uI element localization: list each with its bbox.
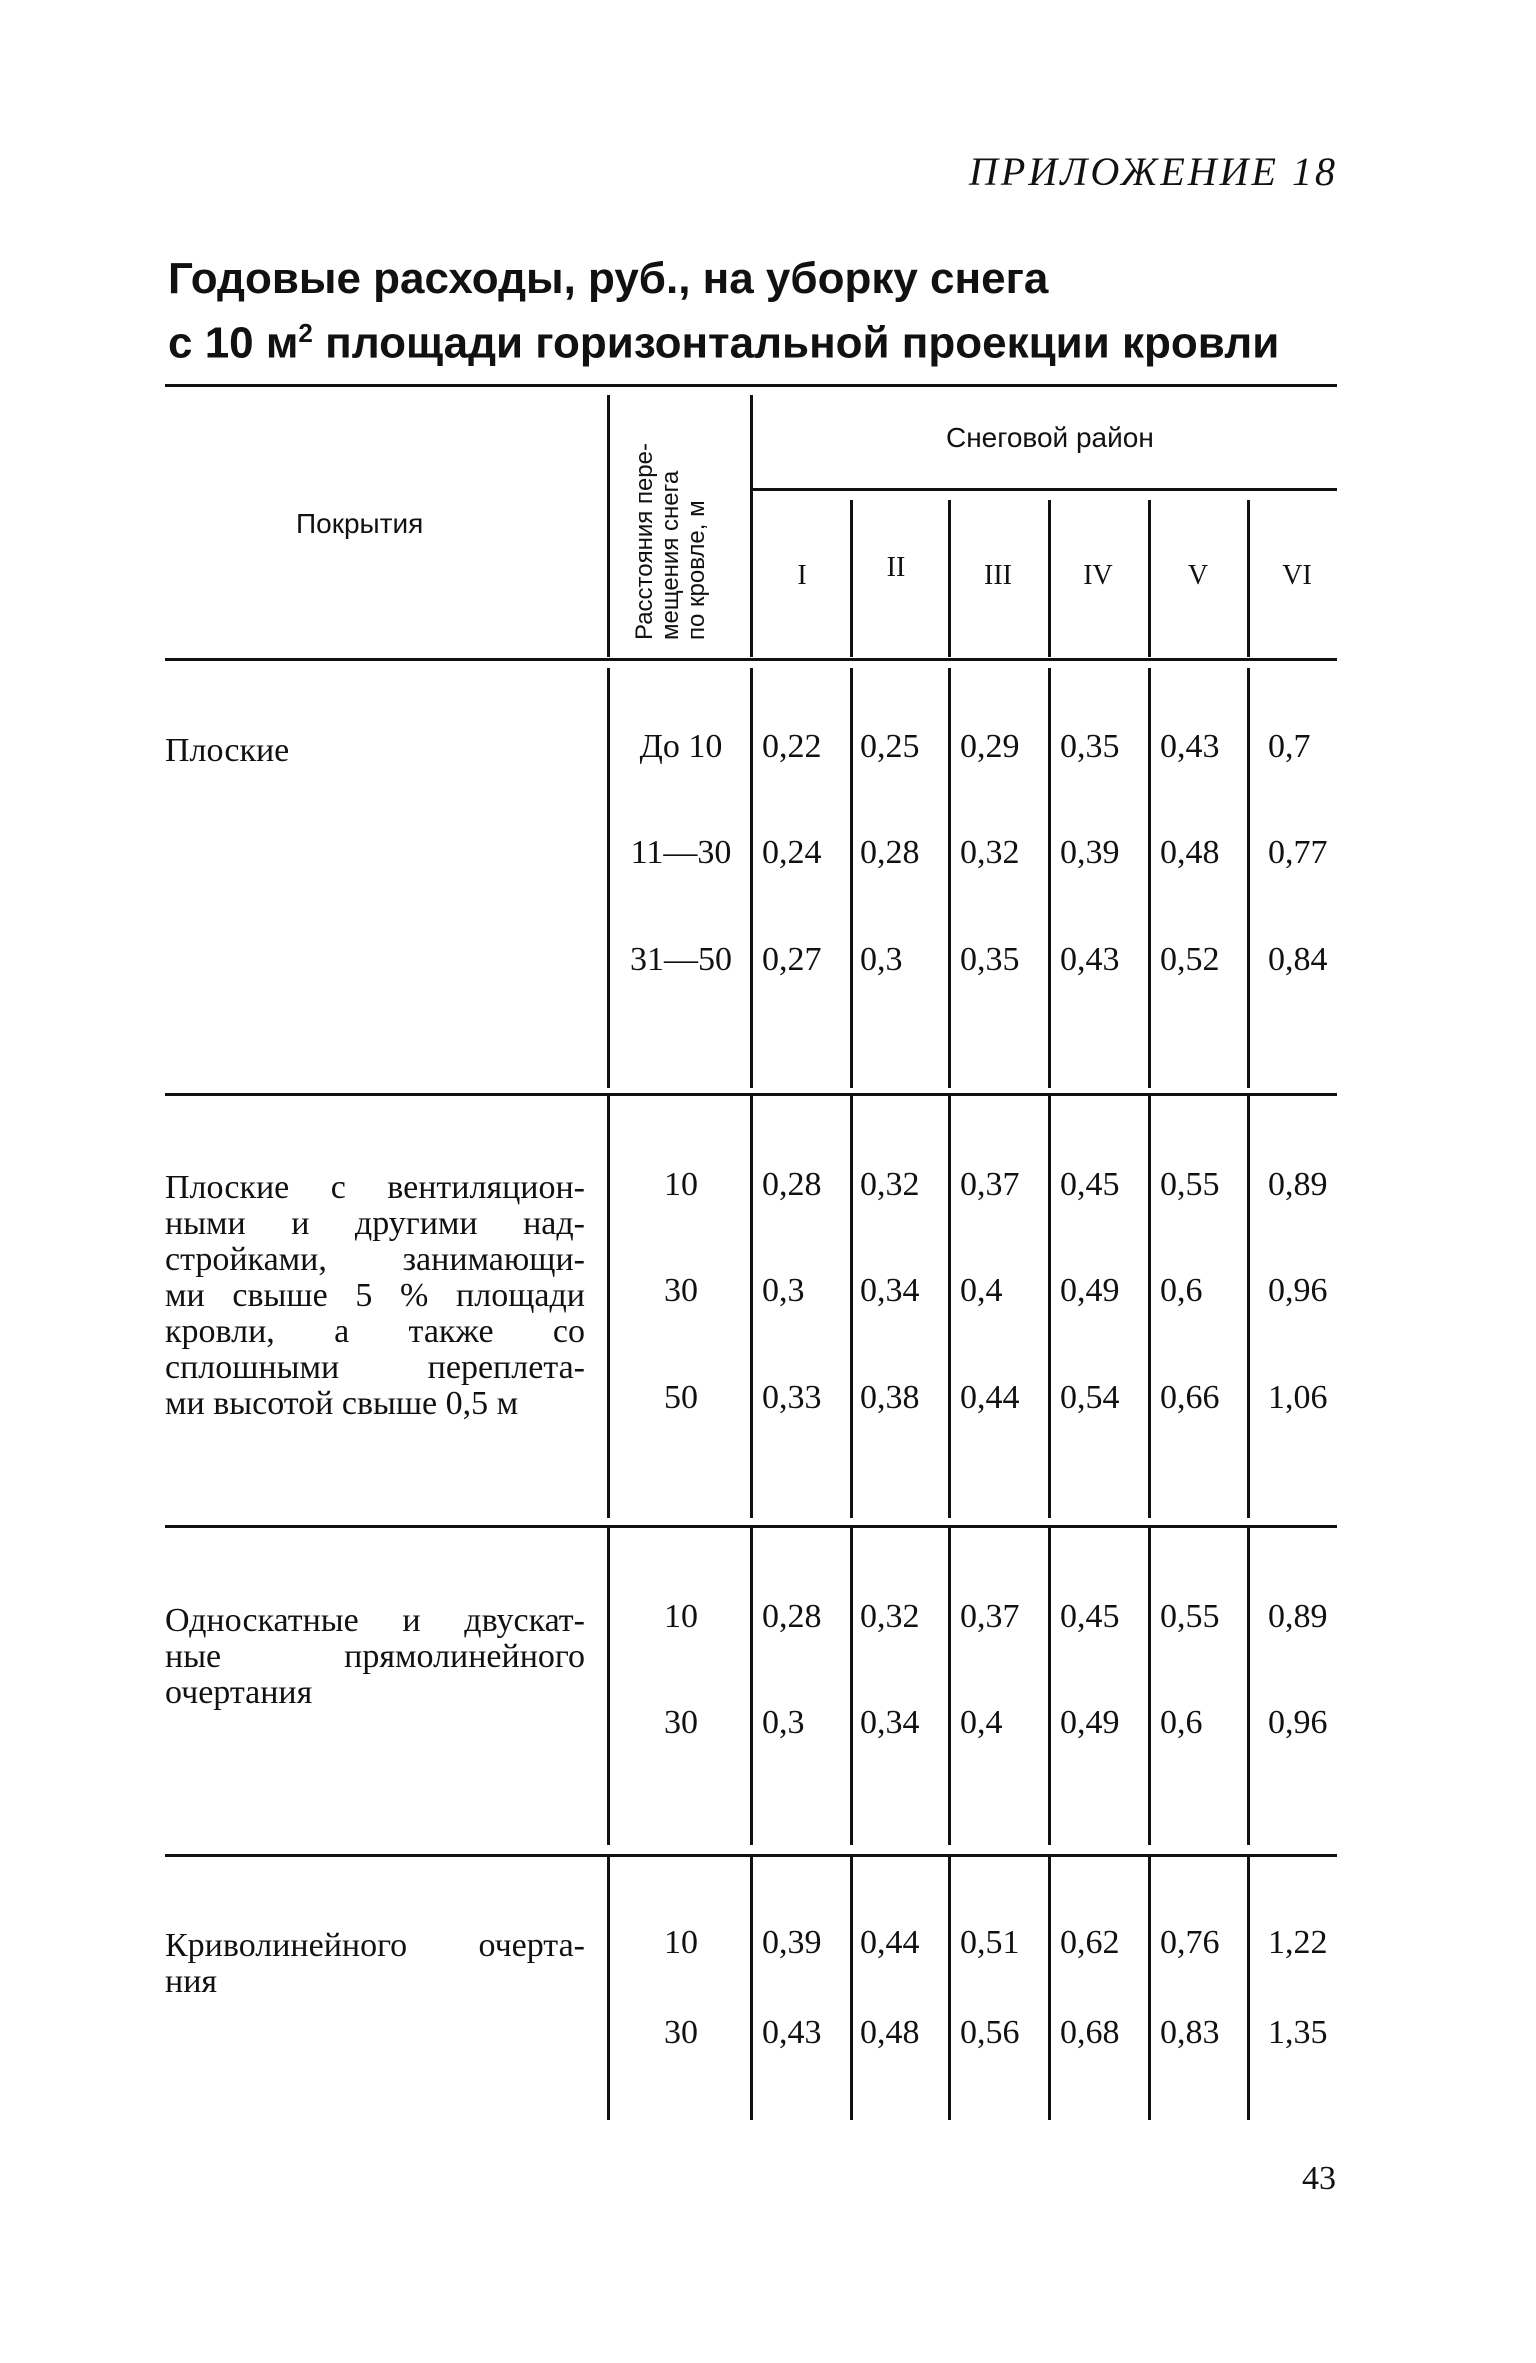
cost-cell: 1,06 bbox=[1268, 1379, 1328, 1416]
distance-cell: 10 bbox=[664, 1924, 698, 1961]
cost-cell: 0,68 bbox=[1060, 2014, 1120, 2051]
cost-cell: 0,39 bbox=[762, 1924, 822, 1961]
cost-cell: 0,48 bbox=[860, 2014, 920, 2051]
cost-cell: 0,38 bbox=[860, 1379, 920, 1416]
column-divider bbox=[1048, 1096, 1051, 1518]
cost-cell: 0,44 bbox=[860, 1924, 920, 1961]
table-top-rule bbox=[165, 384, 1337, 387]
column-divider bbox=[1247, 668, 1250, 1088]
appendix-heading: ПРИЛОЖЕНИЕ 18 bbox=[969, 149, 1338, 194]
group-label-line: сплошными переплета- bbox=[165, 1349, 585, 1386]
column-divider bbox=[948, 668, 951, 1088]
header-region-vi: VI bbox=[1282, 560, 1312, 591]
cost-cell: 0,44 bbox=[960, 1379, 1020, 1416]
cost-cell: 0,56 bbox=[960, 2014, 1020, 2051]
cost-cell: 0,32 bbox=[860, 1598, 920, 1635]
group-label-line: стройками, занимающи- bbox=[165, 1241, 585, 1278]
header-coverings: Покрытия bbox=[296, 508, 424, 539]
column-divider bbox=[1048, 1527, 1051, 1845]
header-snow-region: Снеговой район bbox=[946, 422, 1154, 453]
column-divider bbox=[1148, 1856, 1151, 2120]
distance-cell: 10 bbox=[664, 1598, 698, 1635]
column-divider bbox=[1247, 1096, 1250, 1518]
cost-cell: 0,43 bbox=[762, 2014, 822, 2051]
cost-cell: 0,66 bbox=[1160, 1379, 1220, 1416]
column-divider bbox=[850, 1096, 853, 1518]
group-label-line: Односкатные и двускат- bbox=[165, 1602, 585, 1639]
header-distance-line-2: мещения снега bbox=[657, 470, 684, 640]
column-divider bbox=[1148, 668, 1151, 1088]
cost-cell: 0,37 bbox=[960, 1166, 1020, 1203]
title-line-1: Годовые расходы, руб., на уборку снега bbox=[168, 254, 1049, 303]
header-distance-line-1: Расстояния пере- bbox=[631, 443, 658, 640]
title-superscript: 2 bbox=[298, 318, 313, 348]
cost-cell: 0,76 bbox=[1160, 1924, 1220, 1961]
cost-cell: 0,34 bbox=[860, 1272, 920, 1309]
cost-cell: 0,33 bbox=[762, 1379, 822, 1416]
cost-cell: 0,49 bbox=[1060, 1704, 1120, 1741]
cost-cell: 0,89 bbox=[1268, 1166, 1328, 1203]
cost-cell: 0,45 bbox=[1060, 1598, 1120, 1635]
cost-cell: 0,27 bbox=[762, 941, 822, 978]
group-label-line: ния bbox=[165, 1963, 218, 2000]
cost-cell: 0,89 bbox=[1268, 1598, 1328, 1635]
cost-cell: 0,45 bbox=[1060, 1166, 1120, 1203]
column-divider bbox=[1148, 1096, 1151, 1518]
header-bottom-rule bbox=[165, 658, 1337, 661]
header-region-iii: III bbox=[984, 560, 1012, 591]
header-divider-coverings bbox=[607, 395, 610, 657]
distance-cell: До 10 bbox=[639, 728, 723, 765]
header-region-ii: II bbox=[886, 552, 906, 583]
cost-cell: 0,83 bbox=[1160, 2014, 1220, 2051]
cost-cell: 0,6 bbox=[1160, 1272, 1203, 1309]
cost-cell: 0,84 bbox=[1268, 941, 1328, 978]
title-line-2 bbox=[168, 306, 1279, 371]
group-label bbox=[165, 1603, 585, 1711]
cost-cell: 0,32 bbox=[960, 834, 1020, 871]
distance-cell: 11—30 bbox=[630, 834, 732, 871]
cost-cell: 0,96 bbox=[1268, 1704, 1328, 1741]
group-label-line: кровли, а также со bbox=[165, 1313, 585, 1350]
distance-cell: 30 bbox=[664, 1272, 698, 1309]
cost-cell: 0,52 bbox=[1160, 941, 1220, 978]
cost-cell: 0,4 bbox=[960, 1704, 1003, 1741]
group-label bbox=[165, 1170, 585, 1422]
group-label bbox=[165, 733, 585, 769]
cost-cell: 0,49 bbox=[1060, 1272, 1120, 1309]
column-divider bbox=[607, 1856, 610, 2120]
cost-cell: 0,37 bbox=[960, 1598, 1020, 1635]
group-label-line: ми высотой свыше 0,5 м bbox=[165, 1385, 519, 1422]
distance-cell: 31—50 bbox=[630, 941, 732, 978]
title-line-2-prefix: с 10 м bbox=[168, 318, 299, 368]
cost-cell: 0,28 bbox=[762, 1598, 822, 1635]
cost-cell: 0,77 bbox=[1268, 834, 1328, 871]
cost-cell: 0,62 bbox=[1060, 1924, 1120, 1961]
cost-cell: 0,34 bbox=[860, 1704, 920, 1741]
header-region-v: V bbox=[1187, 560, 1209, 591]
column-divider bbox=[750, 1856, 753, 2120]
header-region-iv: IV bbox=[1083, 560, 1113, 591]
column-divider bbox=[1247, 1856, 1250, 2120]
column-divider bbox=[750, 1096, 753, 1518]
cost-cell: 0,3 bbox=[762, 1272, 805, 1309]
group-label-line: Плоские bbox=[165, 732, 290, 769]
column-divider bbox=[948, 1856, 951, 2120]
cost-cell: 0,4 bbox=[960, 1272, 1003, 1309]
column-divider bbox=[750, 1527, 753, 1845]
cost-cell: 0,32 bbox=[860, 1166, 920, 1203]
column-divider bbox=[1048, 1856, 1051, 2120]
column-divider bbox=[750, 668, 753, 1088]
column-divider bbox=[607, 1096, 610, 1518]
cost-cell: 0,3 bbox=[762, 1704, 805, 1741]
cost-cell: 0,55 bbox=[1160, 1598, 1220, 1635]
cost-cell: 0,55 bbox=[1160, 1166, 1220, 1203]
cost-cell: 0,51 bbox=[960, 1924, 1020, 1961]
group-label-line: ные прямолинейного bbox=[165, 1638, 585, 1675]
cost-cell: 0,35 bbox=[1060, 728, 1120, 765]
title-line-2-suffix: площади горизонтальной проекции кровли bbox=[312, 318, 1280, 368]
cost-cell: 0,6 bbox=[1160, 1704, 1203, 1741]
page-number: 43 bbox=[1302, 2160, 1336, 2197]
column-divider bbox=[1247, 1527, 1250, 1845]
column-divider bbox=[1148, 1527, 1151, 1845]
cost-cell: 0,3 bbox=[860, 941, 903, 978]
cost-cell: 0,39 bbox=[1060, 834, 1120, 871]
group-label-line: ми свыше 5 % площади bbox=[165, 1277, 585, 1314]
cost-cell: 0,54 bbox=[1060, 1379, 1120, 1416]
column-divider bbox=[850, 1856, 853, 2120]
column-divider bbox=[607, 1527, 610, 1845]
header-distance bbox=[632, 380, 742, 640]
group-label-line: ными и другими над- bbox=[165, 1205, 585, 1242]
column-divider bbox=[850, 668, 853, 1088]
snow-region-rule bbox=[752, 488, 1337, 491]
column-divider bbox=[948, 1096, 951, 1518]
cost-cell: 0,28 bbox=[762, 1166, 822, 1203]
cost-cell: 0,43 bbox=[1160, 728, 1220, 765]
group-label bbox=[165, 1928, 585, 2000]
column-divider bbox=[1048, 668, 1051, 1088]
distance-cell: 30 bbox=[664, 1704, 698, 1741]
header-distance-line-3: по кровле, м bbox=[683, 500, 710, 640]
group-label-line: очертания bbox=[165, 1674, 313, 1711]
column-divider bbox=[948, 1527, 951, 1845]
cost-cell: 0,96 bbox=[1268, 1272, 1328, 1309]
header-region-i: I bbox=[797, 560, 807, 591]
column-divider bbox=[850, 1527, 853, 1845]
column-divider bbox=[607, 668, 610, 1088]
cost-cell: 1,22 bbox=[1268, 1924, 1328, 1961]
cost-cell: 0,25 bbox=[860, 728, 920, 765]
cost-cell: 1,35 bbox=[1268, 2014, 1328, 2051]
distance-cell: 30 bbox=[664, 2014, 698, 2051]
table-title bbox=[168, 252, 1279, 371]
group-label-line: Криволинейного очерта- bbox=[165, 1927, 585, 1964]
distance-cell: 10 bbox=[664, 1166, 698, 1203]
cost-cell: 0,7 bbox=[1268, 728, 1311, 765]
group-label-line: Плоские с вентиляцион- bbox=[165, 1169, 585, 1206]
cost-cell: 0,35 bbox=[960, 941, 1020, 978]
cost-cell: 0,24 bbox=[762, 834, 822, 871]
cost-cell: 0,48 bbox=[1160, 834, 1220, 871]
header-divider-distance bbox=[750, 395, 753, 657]
cost-cell: 0,28 bbox=[860, 834, 920, 871]
cost-cell: 0,29 bbox=[960, 728, 1020, 765]
cost-cell: 0,43 bbox=[1060, 941, 1120, 978]
cost-cell: 0,22 bbox=[762, 728, 822, 765]
distance-cell: 50 bbox=[664, 1379, 698, 1416]
